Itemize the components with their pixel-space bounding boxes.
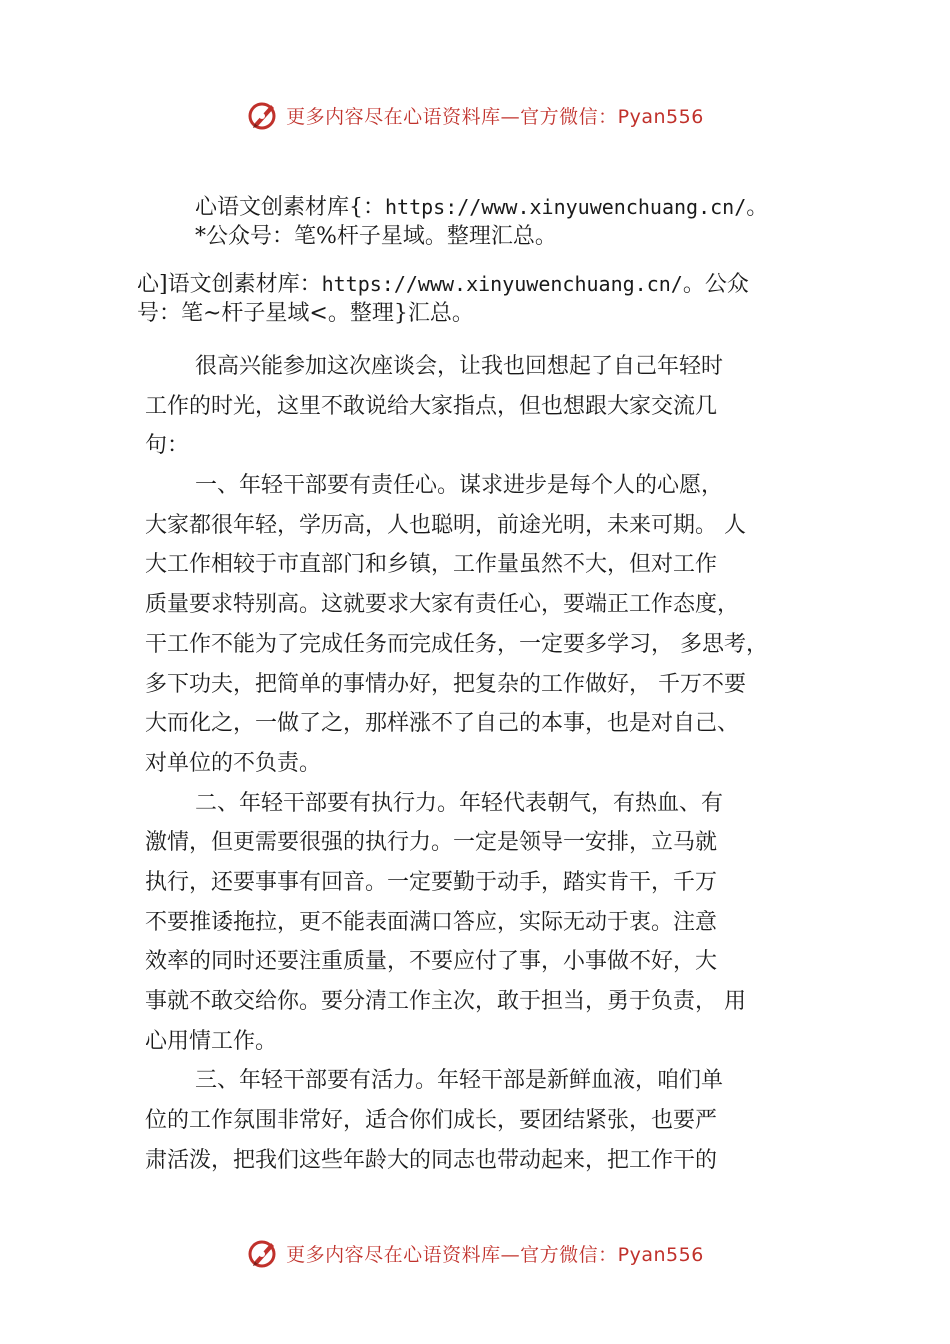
body-line: 大而化之，一做了之，那样涨不了自己的本事，也是对自己、 (145, 711, 740, 737)
body-line: 质量要求特别高。这就要求大家有责任心，要端正工作态度， (145, 592, 740, 618)
body-line: 很高兴能参加这次座谈会，让我也回想起了自己年轻时 (195, 354, 724, 379)
body-line: 不要推诿拖拉，更不能表面满口答应，实际无动于衷。注意 (145, 909, 718, 935)
banner-text: 更多内容尽在心语资料库—官方微信：Pyan556 (286, 1243, 704, 1266)
pen-seal-icon (246, 98, 280, 132)
body-line: 效率的同时还要注重质量，不要应付了事，小事做不好，大 (145, 949, 718, 975)
body-line: 二、年轻干部要有执行力。年轻代表朝气，有热血、有 (195, 790, 724, 816)
footer-banner (0, 1233, 950, 1273)
source-note-1-url: https://www.xinyuwenchuang.cn/ (385, 195, 747, 219)
banner-text: 更多内容尽在心语资料库—官方微信：Pyan556 (286, 105, 704, 128)
source-note-2-line2: 号：笔~杆子星域<。整理}汇总。 (137, 301, 474, 326)
body-line: 事就不敢交给你。要分清工作主次，敢于担当，勇于负责， 用 (145, 989, 746, 1014)
source-note-2-url: https://www.xinyuwenchuang.cn/ (321, 272, 683, 296)
banner-wechat-id: Pyan556 (617, 1243, 704, 1266)
body-line: 大工作相较于市直部门和乡镇，工作量虽然不大，但对工作 (145, 552, 718, 578)
body-line: 干工作不能为了完成任务而完成任务，一定要多学习， 多思考， (145, 631, 768, 657)
document-body (145, 347, 835, 1180)
source-note-2 (137, 270, 749, 328)
banner-wechat-id: Pyan556 (617, 105, 704, 128)
source-note-2-line1: 心]语文创素材库：https://www.xinyuwenchuang.cn/。公众 (137, 272, 749, 297)
body-line: 一、年轻干部要有责任心。谋求进步是每个人的心愿， (195, 473, 724, 499)
source-note-1-line1: 心语文创素材库{：https://www.xinyuwenchuang.cn/。 (195, 195, 769, 220)
body-line: 对单位的不负责。 (145, 750, 322, 776)
body-line: 执行，还要事事有回音。一定要勤于动手，踏实肯干，千万 (145, 869, 718, 895)
body-line: 工作的时光，这里不敢说给大家指点，但也想跟大家交流几 (145, 393, 718, 419)
source-note-1-line2: *公众号：笔%杆子星域。整理汇总。 (195, 224, 557, 249)
body-line: 多下功夫，把简单的事情办好，把复杂的工作做好， 千万不要 (145, 671, 746, 697)
body-line: 心用情工作。 (145, 1028, 278, 1054)
body-line: 激情，但更需要很强的执行力。一定是领导一安排，立马就 (145, 830, 718, 856)
header-banner (0, 95, 950, 135)
body-line: 肃活泼，把我们这些年龄大的同志也带动起来，把工作干的 (145, 1147, 718, 1173)
source-note-1 (195, 193, 768, 251)
body-line: 位的工作氛围非常好，适合你们成长，要团结紧张，也要严 (145, 1108, 718, 1134)
body-line: 三、年轻干部要有活力。年轻干部是新鲜血液，咱们单 (195, 1068, 724, 1094)
body-line: 句： (145, 433, 190, 459)
body-line: 大家都很年轻，学历高，人也聪明，前途光明，未来可期。 人 (145, 512, 746, 538)
pen-seal-icon (246, 1236, 280, 1270)
